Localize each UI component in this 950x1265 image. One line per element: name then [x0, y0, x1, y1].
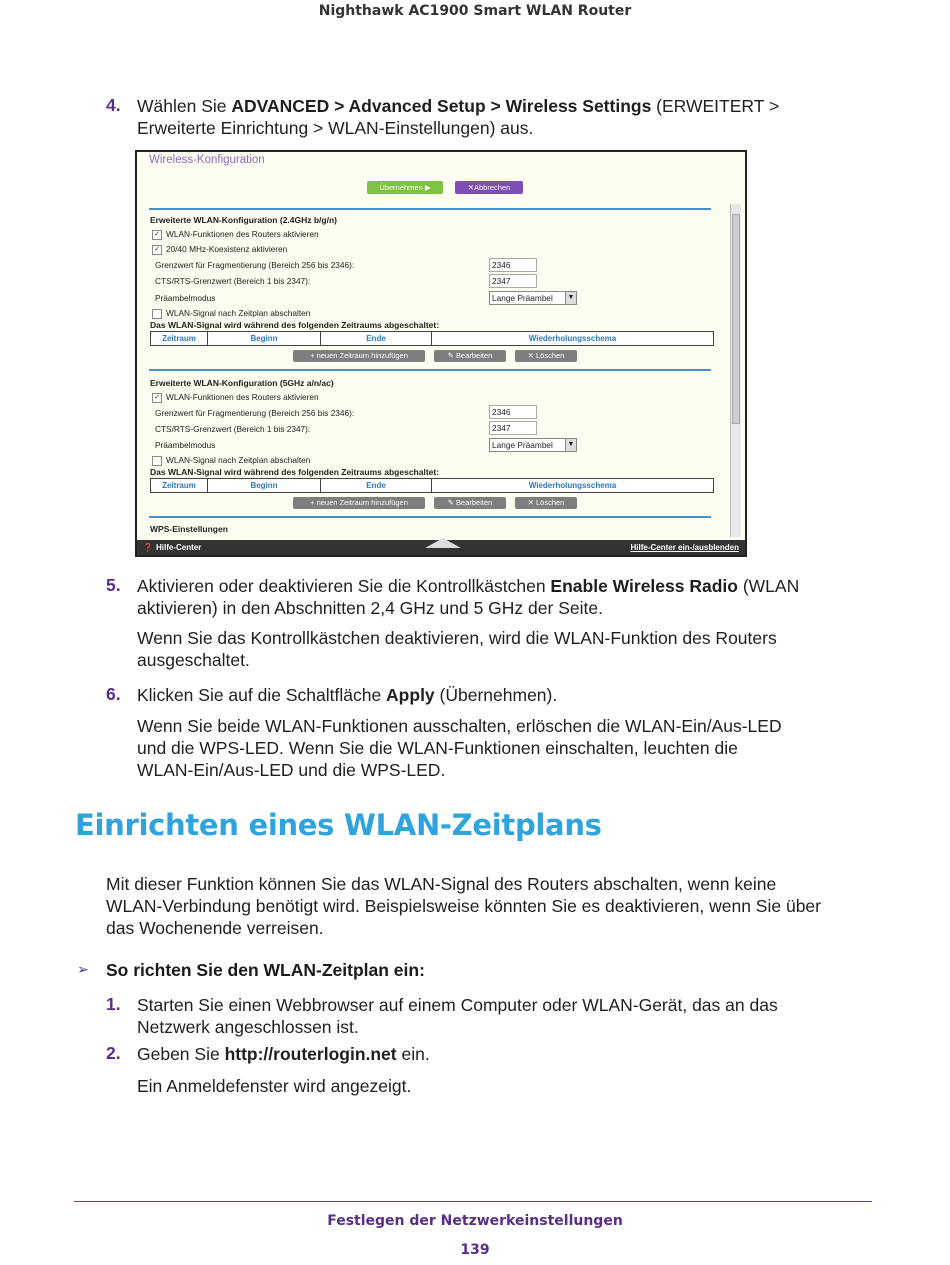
section-24ghz-heading: Erweiterte WLAN-Konfiguration (2.4GHz b/g/n) — [150, 215, 337, 225]
enable-radio-24-row[interactable] — [152, 229, 319, 240]
footer-chapter: Festlegen der Netzwerkeinstellungen — [327, 1213, 623, 1229]
col-zeitraum: Zeitraum — [151, 332, 208, 345]
footer-divider — [74, 1201, 872, 1202]
preamble-24-select[interactable] — [489, 291, 577, 305]
help-toggle-link[interactable]: Hilfe-Center ein-/ausblenden — [630, 543, 739, 552]
step-6-note-line2: und die WPS-LED. Wenn Sie die WLAN-Funktionen einschalten, leuchten die — [137, 738, 738, 758]
step-5-note-line2: ausgeschaltet. — [137, 650, 250, 670]
schedule-5-table-header — [150, 478, 714, 493]
schedule-24-table-header — [150, 331, 714, 346]
col-ende: Ende — [321, 479, 432, 492]
step-6-bold: Apply — [386, 685, 435, 705]
step-4-line2: Erweiterte Einrichtung > WLAN-Einstellungen) aus. — [137, 118, 534, 138]
step-4-menu-path: ADVANCED > Advanced Setup > Wireless Settings — [231, 96, 652, 116]
preamble-5-value: Lange Präambel — [492, 440, 553, 450]
divider — [149, 369, 711, 371]
preamble-5-label: Präambelmodus — [155, 440, 216, 450]
divider — [149, 208, 711, 210]
apply-button[interactable]: Übernehmen ▶ — [367, 181, 443, 194]
step-6-note — [137, 715, 867, 781]
step-6-post: (Übernehmen). — [434, 685, 558, 705]
edit-button[interactable]: ✎ Bearbeiten — [434, 497, 506, 509]
enable-radio-5-row[interactable] — [152, 392, 319, 403]
rts-24-input[interactable]: 2347 — [489, 274, 537, 288]
checkbox-checked-icon[interactable]: ✓ — [152, 230, 162, 240]
step-6-text — [137, 684, 867, 706]
schedule-24-row[interactable] — [152, 308, 310, 319]
intro-line2: WLAN-Verbindung benötigt wird. Beispielsweise könnten Sie es deaktivieren, wenn Sie über — [106, 896, 821, 916]
step-2-note: Ein Anmeldefenster wird angezeigt. — [137, 1076, 412, 1096]
intro-paragraph — [106, 873, 876, 939]
screenshot-title: Wireless-Konfiguration — [149, 154, 265, 166]
step-6-note-line1: Wenn Sie beide WLAN-Funktionen ausschalten, erlöschen die WLAN-Ein/Aus-LED — [137, 716, 782, 736]
schedule-24-note: Das WLAN-Signal wird während des folgenden Zeitraums abgeschaltet: — [150, 320, 440, 330]
col-beginn: Beginn — [208, 332, 321, 345]
step-6-pre: Klicken Sie auf die Schaltfläche — [137, 685, 387, 705]
coexist-row[interactable] — [152, 244, 287, 255]
add-period-button[interactable]: + neuen Zeitraum hinzufügen — [293, 497, 425, 509]
wireless-settings-screenshot — [135, 150, 747, 557]
intro-line3: das Wochenende verreisen. — [106, 918, 324, 938]
step-2-text — [137, 1043, 867, 1065]
delete-button[interactable]: ✕ Löschen — [515, 350, 577, 362]
section-heading: Einrichten eines WLAN-Zeitplans — [75, 808, 602, 842]
cancel-button[interactable]: ✕Abbrechen — [455, 181, 523, 194]
step-4-pre: Wählen Sie — [137, 96, 232, 116]
step-number: 4. — [106, 95, 121, 115]
enable-radio-5-label: WLAN-Funktionen des Routers aktivieren — [166, 392, 319, 402]
schedule-24-label: WLAN-Signal nach Zeitplan abschalten — [166, 308, 311, 318]
procedure-arrow-icon: ➢ — [77, 961, 89, 977]
step-1-line1: Starten Sie einen Webbrowser auf einem Computer oder WLAN-Gerät, das an das — [137, 995, 778, 1015]
step-number: 6. — [106, 684, 121, 704]
col-beginn: Beginn — [208, 479, 321, 492]
step-6-note-line3: WLAN-Ein/Aus-LED und die WPS-LED. — [137, 760, 446, 780]
scrollbar[interactable] — [730, 204, 741, 537]
router-login-url: http://routerlogin.net — [224, 1044, 397, 1064]
chevron-down-icon[interactable]: ▼ — [565, 292, 576, 304]
coexist-label: 20/40 MHz-Koexistenz aktivieren — [166, 244, 288, 254]
rts-5-input[interactable]: 2347 — [489, 421, 537, 435]
enable-radio-24-label: WLAN-Funktionen des Routers aktivieren — [166, 229, 319, 239]
schedule-5-note: Das WLAN-Signal wird während des folgenden Zeitraums abgeschaltet: — [150, 467, 440, 477]
step-4-post: (ERWEITERT > — [651, 96, 780, 116]
col-wiederholung: Wiederholungsschema — [528, 481, 617, 490]
rts-24-label: CTS/RTS-Grenzwert (Bereich 1 bis 2347): — [155, 276, 311, 286]
wps-heading: WPS-Einstellungen — [150, 524, 228, 534]
chevron-down-icon[interactable]: ▼ — [565, 439, 576, 451]
step-number: 2. — [106, 1043, 121, 1063]
frag-24-label: Grenzwert für Fragmentierung (Bereich 256 bis 2346): — [155, 260, 355, 270]
col-zeitraum: Zeitraum — [151, 479, 208, 492]
expand-arrow-icon[interactable] — [425, 538, 461, 548]
schedule-5-row[interactable] — [152, 455, 310, 466]
procedure-label: So richten Sie den WLAN-Zeitplan ein: — [106, 960, 425, 980]
scrollbar-thumb[interactable] — [732, 214, 740, 424]
step-number: 5. — [106, 575, 121, 595]
divider — [149, 516, 711, 518]
checkbox-checked-icon[interactable]: ✓ — [152, 393, 162, 403]
help-center-bar — [137, 540, 745, 555]
add-period-button[interactable]: + neuen Zeitraum hinzufügen — [293, 350, 425, 362]
frag-24-input[interactable]: 2346 — [489, 258, 537, 272]
preamble-5-select[interactable] — [489, 438, 577, 452]
step-number: 1. — [106, 994, 121, 1014]
running-header: Nighthawk AC1900 Smart WLAN Router — [318, 3, 632, 19]
help-icon[interactable]: ❓ — [143, 543, 153, 552]
step-5-post: (WLAN — [737, 576, 800, 596]
checkbox-unchecked-icon[interactable] — [152, 456, 162, 466]
step-4-text — [137, 95, 857, 139]
step-5-bold: Enable Wireless Radio — [550, 576, 738, 596]
col-ende: Ende — [321, 332, 432, 345]
step-5-note-line1: Wenn Sie das Kontrollkästchen deaktivieren, wird die WLAN-Funktion des Routers — [137, 628, 777, 648]
frag-5-label: Grenzwert für Fragmentierung (Bereich 256 bis 2346): — [155, 408, 355, 418]
section-5ghz-heading: Erweiterte WLAN-Konfiguration (5GHz a/n/ac) — [150, 378, 334, 388]
step-2-pre: Geben Sie — [137, 1044, 225, 1064]
rts-5-label: CTS/RTS-Grenzwert (Bereich 1 bis 2347): — [155, 424, 311, 434]
step-5-text — [137, 575, 867, 619]
step-1-line2: Netzwerk angeschlossen ist. — [137, 1017, 359, 1037]
step-5-line2: aktivieren) in den Abschnitten 2,4 GHz und 5 GHz der Seite. — [137, 598, 603, 618]
frag-5-input[interactable]: 2346 — [489, 405, 537, 419]
step-5-note — [137, 627, 867, 671]
checkbox-checked-icon[interactable]: ✓ — [152, 245, 162, 255]
preamble-24-value: Lange Präambel — [492, 293, 553, 303]
preamble-24-label: Präambelmodus — [155, 293, 216, 303]
schedule-5-label: WLAN-Signal nach Zeitplan abschalten — [166, 455, 311, 465]
intro-line1: Mit dieser Funktion können Sie das WLAN-Signal des Routers abschalten, wenn keine — [106, 874, 777, 894]
step-5-pre: Aktivieren oder deaktivieren Sie die Kontrollkästchen — [137, 576, 551, 596]
step-2-post: ein. — [396, 1044, 430, 1064]
checkbox-unchecked-icon[interactable] — [152, 309, 162, 319]
edit-button[interactable]: ✎ Bearbeiten — [434, 350, 506, 362]
col-wiederholung: Wiederholungsschema — [528, 334, 617, 343]
delete-button[interactable]: ✕ Löschen — [515, 497, 577, 509]
page-number: 139 — [460, 1242, 490, 1258]
step-1-text — [137, 994, 867, 1038]
help-center-label[interactable]: Hilfe-Center — [156, 543, 202, 552]
